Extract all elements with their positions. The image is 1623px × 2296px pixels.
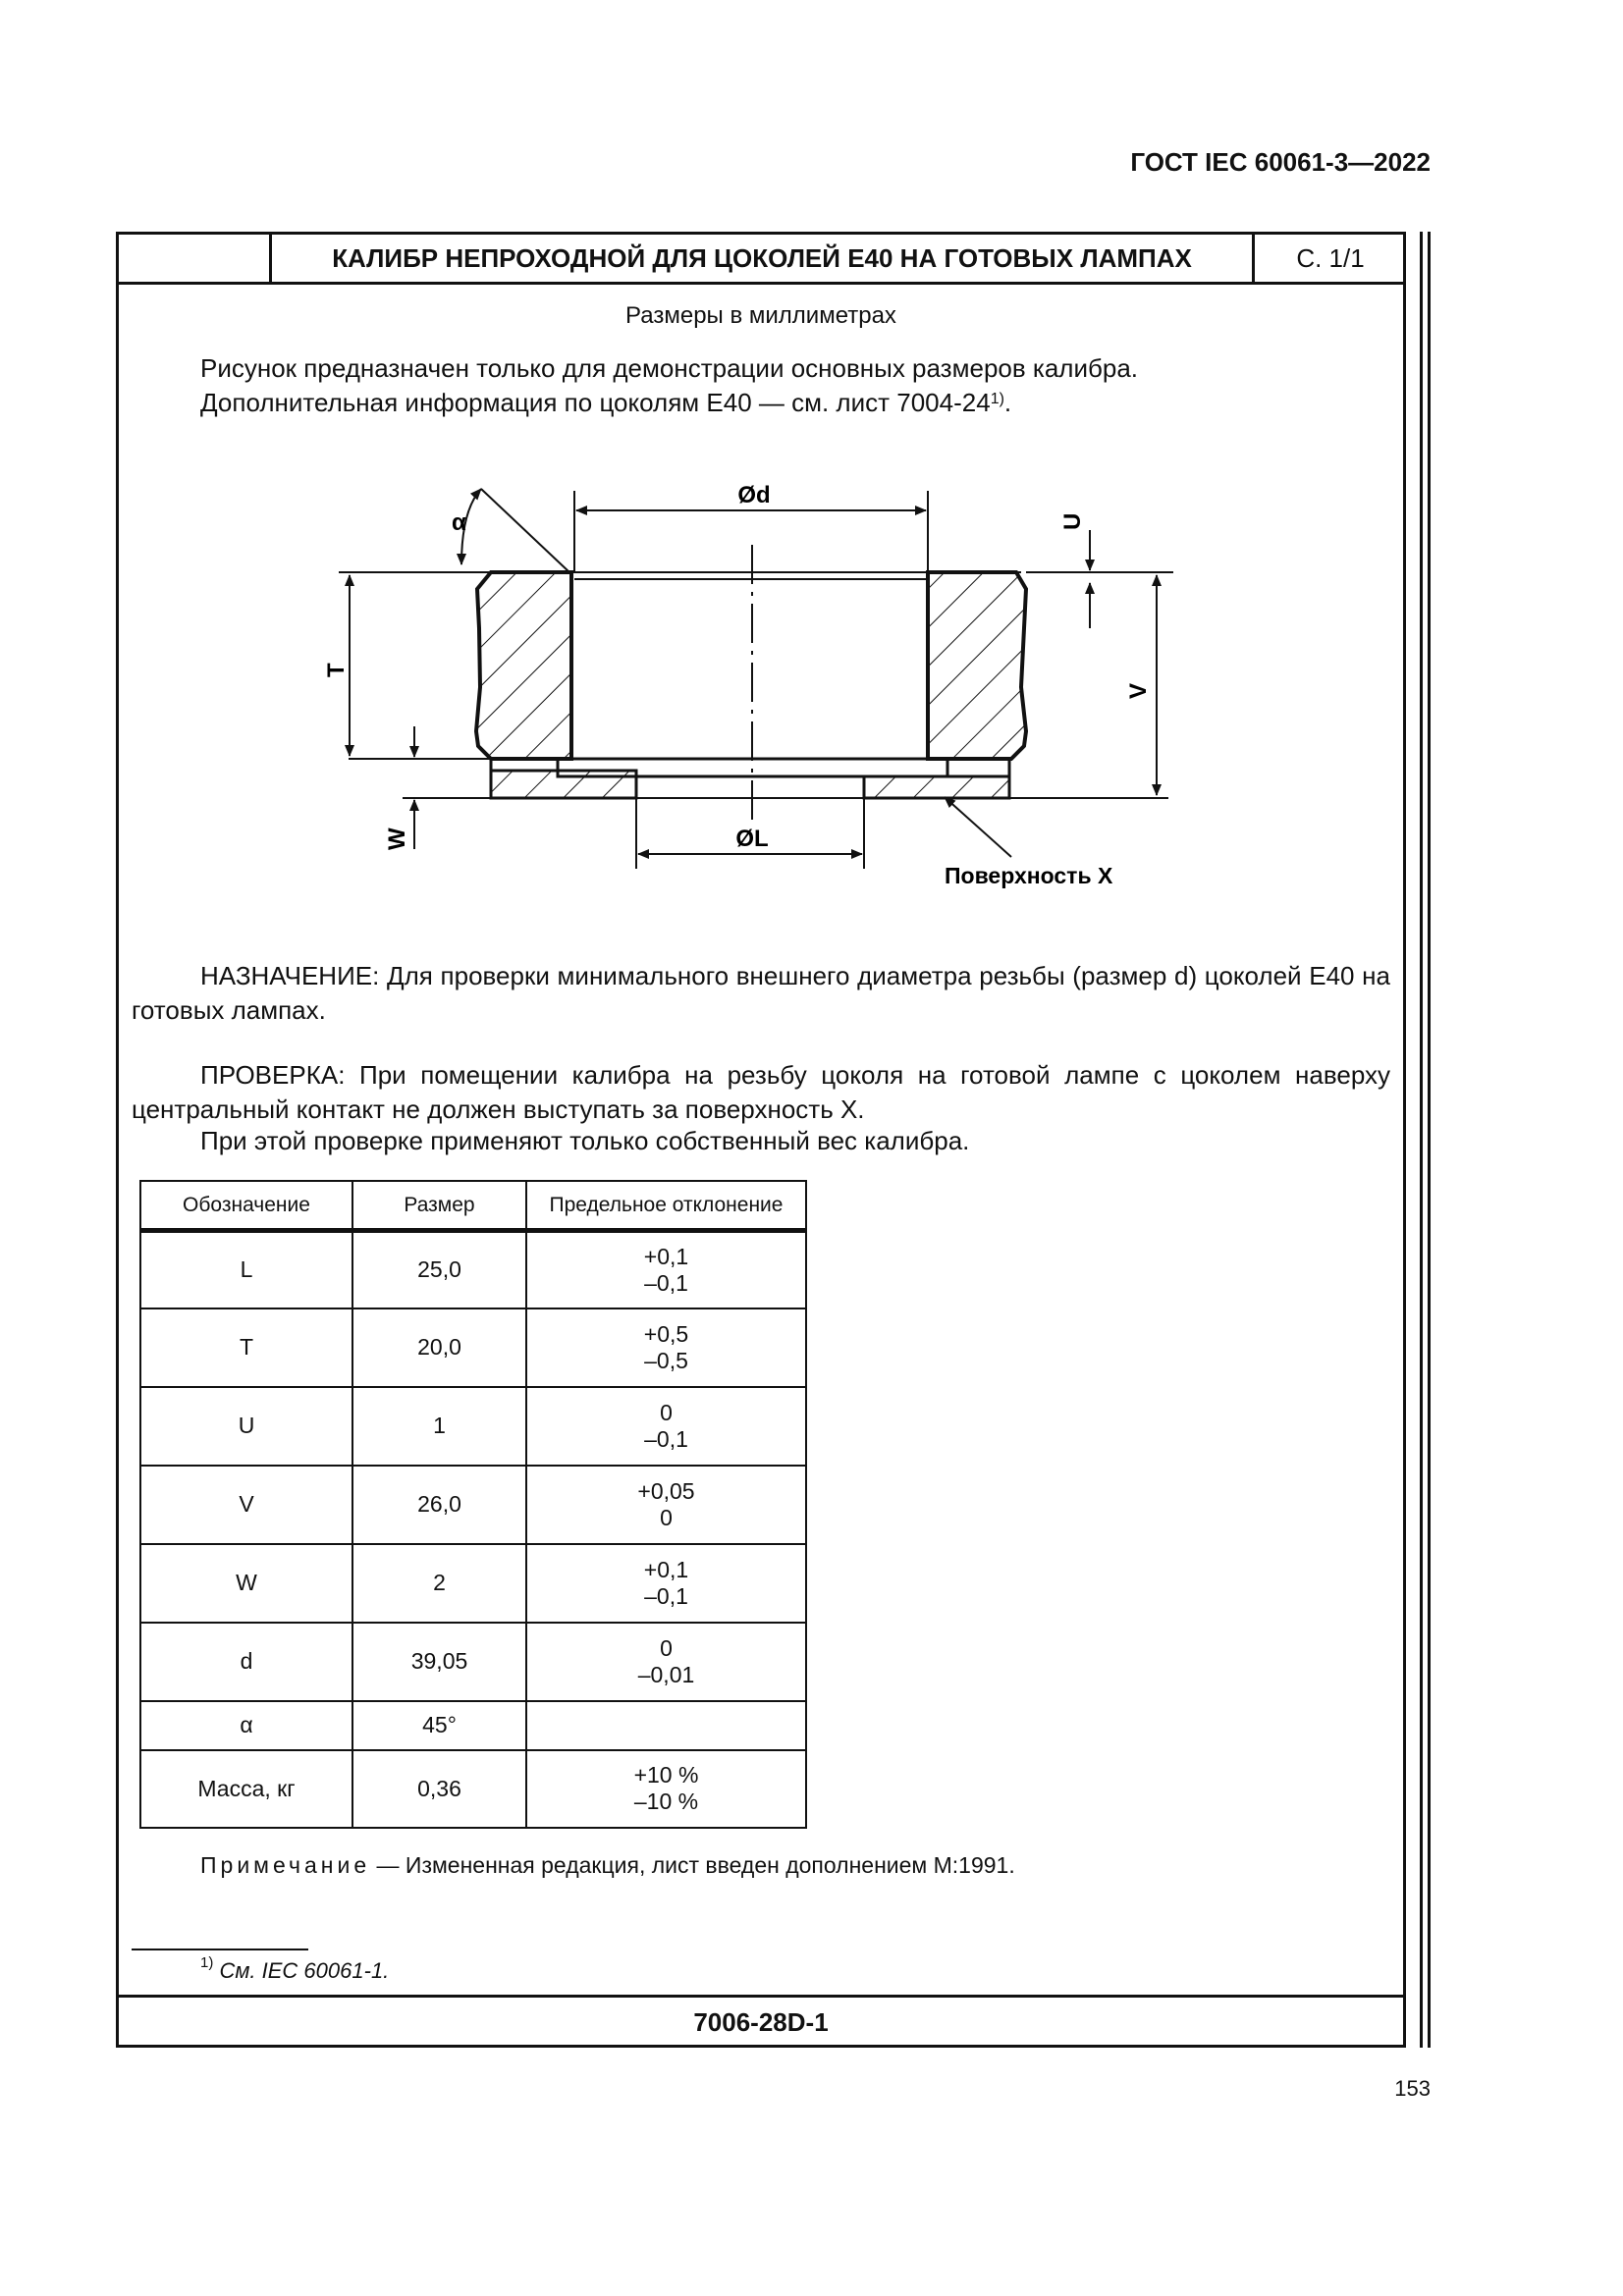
sheet-code: 7006-28D-1 <box>693 2007 829 2037</box>
frame-edge-line <box>1428 232 1431 2048</box>
ring-left-section <box>476 572 571 759</box>
check-weight-text: При этой проверке применяют только собственный вес калибра. <box>200 1126 970 1155</box>
cell-size: 45° <box>352 1701 526 1750</box>
tol-lower: 0 <box>660 1504 673 1530</box>
table-row <box>140 1387 806 1466</box>
tol-lower: –0,1 <box>644 1269 688 1296</box>
label-alpha: α <box>452 509 466 536</box>
cell-size: 26,0 <box>352 1466 526 1544</box>
bottom-separator <box>116 1995 1406 1998</box>
plate-left-section <box>491 771 636 798</box>
column-header: Предельное отклонение <box>526 1181 806 1231</box>
tol-upper: 0 <box>660 1399 673 1425</box>
tol-lower: –0,1 <box>644 1425 688 1452</box>
intro-end: . <box>1003 388 1012 417</box>
table-row <box>140 1231 806 1308</box>
sheet-number: С. 1/1 <box>1296 243 1365 273</box>
tol-upper: +0,1 <box>643 1556 689 1582</box>
tol-upper: +0,1 <box>643 1243 689 1269</box>
tol-upper: 0 <box>660 1634 673 1661</box>
table-row <box>140 1623 806 1701</box>
purpose-text: НАЗНАЧЕНИЕ: Для проверки минимального внешнего диаметра резьбы (размер d) цоколей Е40 на готовых лампах. <box>132 961 1390 1025</box>
gauge-drawing <box>304 471 1188 893</box>
plate-right-section <box>864 776 1009 798</box>
cell-symbol: T <box>140 1308 352 1387</box>
cell-symbol: V <box>140 1466 352 1544</box>
footnote-text: См. IEC 60061-1. <box>213 1958 390 1983</box>
intro-line-2 <box>200 386 1379 420</box>
tol-upper: +10 % <box>633 1762 699 1788</box>
cell-size: 25,0 <box>352 1231 526 1308</box>
tol-upper: +0,05 <box>637 1477 695 1504</box>
cell-tolerance <box>526 1231 806 1308</box>
footnote <box>200 1954 390 1984</box>
tol-upper: +0,5 <box>643 1320 689 1347</box>
cell-symbol: α <box>140 1701 352 1750</box>
column-header: Обозначение <box>140 1181 352 1231</box>
cell-tolerance <box>526 1308 806 1387</box>
cell-tolerance <box>526 1623 806 1701</box>
footnote-mark: 1) <box>200 1954 214 1971</box>
table-row <box>140 1701 806 1750</box>
label-d: Ød <box>737 482 771 508</box>
cell-size: 20,0 <box>352 1308 526 1387</box>
tol-lower: –0,01 <box>637 1661 695 1687</box>
label-w: W <box>384 828 410 850</box>
tol-lower: –0,1 <box>644 1582 688 1609</box>
cell-tolerance <box>526 1466 806 1544</box>
cell-symbol: W <box>140 1544 352 1623</box>
label-surface-x: Поверхность X <box>945 863 1113 888</box>
footnote-separator <box>132 1949 308 1950</box>
label-t: T <box>323 663 350 677</box>
cell-size: 0,36 <box>352 1750 526 1828</box>
purpose-paragraph <box>132 959 1390 1028</box>
cell-symbol: L <box>140 1231 352 1308</box>
label-l: ØL <box>735 826 769 852</box>
note <box>200 1852 1015 1879</box>
check-paragraph <box>132 1058 1390 1127</box>
cell-tolerance <box>526 1544 806 1623</box>
sheet-title: КАЛИБР НЕПРОХОДНОЙ ДЛЯ ЦОКОЛЕЙ Е40 НА ГОТОВЫХ ЛАМПАХ <box>332 243 1192 273</box>
tol-lower: –10 % <box>633 1789 699 1814</box>
cell-size: 2 <box>352 1544 526 1623</box>
frame-edge-line <box>1420 232 1423 2048</box>
check-text: ПРОВЕРКА: При помещении калибра на резьбу цоколя на готовой лампе с цоколем наверху центральный контакт не должен выступать за поверхность X. <box>132 1060 1390 1124</box>
cell-symbol: U <box>140 1387 352 1466</box>
cell-tolerance <box>526 1387 806 1466</box>
table-header-row <box>140 1181 806 1231</box>
tol-lower: –0,5 <box>644 1347 688 1373</box>
column-header: Размер <box>352 1181 526 1231</box>
intro-line-1: Рисунок предназначен только для демонстрации основных размеров калибра. <box>200 353 1139 383</box>
label-u: U <box>1059 512 1086 530</box>
page-number: 153 <box>1394 2076 1431 2101</box>
cell-size: 39,05 <box>352 1623 526 1701</box>
note-label: Примечание <box>200 1852 371 1878</box>
table-row <box>140 1544 806 1623</box>
table-row <box>140 1466 806 1544</box>
cell-symbol: d <box>140 1623 352 1701</box>
cell-symbol: Масса, кг <box>140 1750 352 1828</box>
units-note: Размеры в миллиметрах <box>625 302 896 329</box>
ring-right-section <box>928 572 1026 759</box>
cell-tolerance <box>526 1750 806 1828</box>
intro-text: Дополнительная информация по цоколям Е40 — см. лист 7004-24 <box>200 388 991 417</box>
standard-number: ГОСТ IEC 60061-3—2022 <box>1130 147 1431 177</box>
table-row <box>140 1750 806 1828</box>
cell-size: 1 <box>352 1387 526 1466</box>
label-v: V <box>1125 682 1152 699</box>
dimensions-table <box>139 1180 807 1829</box>
cell-tolerance <box>526 1701 806 1750</box>
footnote-ref: 1) <box>990 391 1004 407</box>
table-row <box>140 1308 806 1387</box>
note-text: — Измененная редакция, лист введен дополнением М:1991. <box>370 1852 1015 1878</box>
